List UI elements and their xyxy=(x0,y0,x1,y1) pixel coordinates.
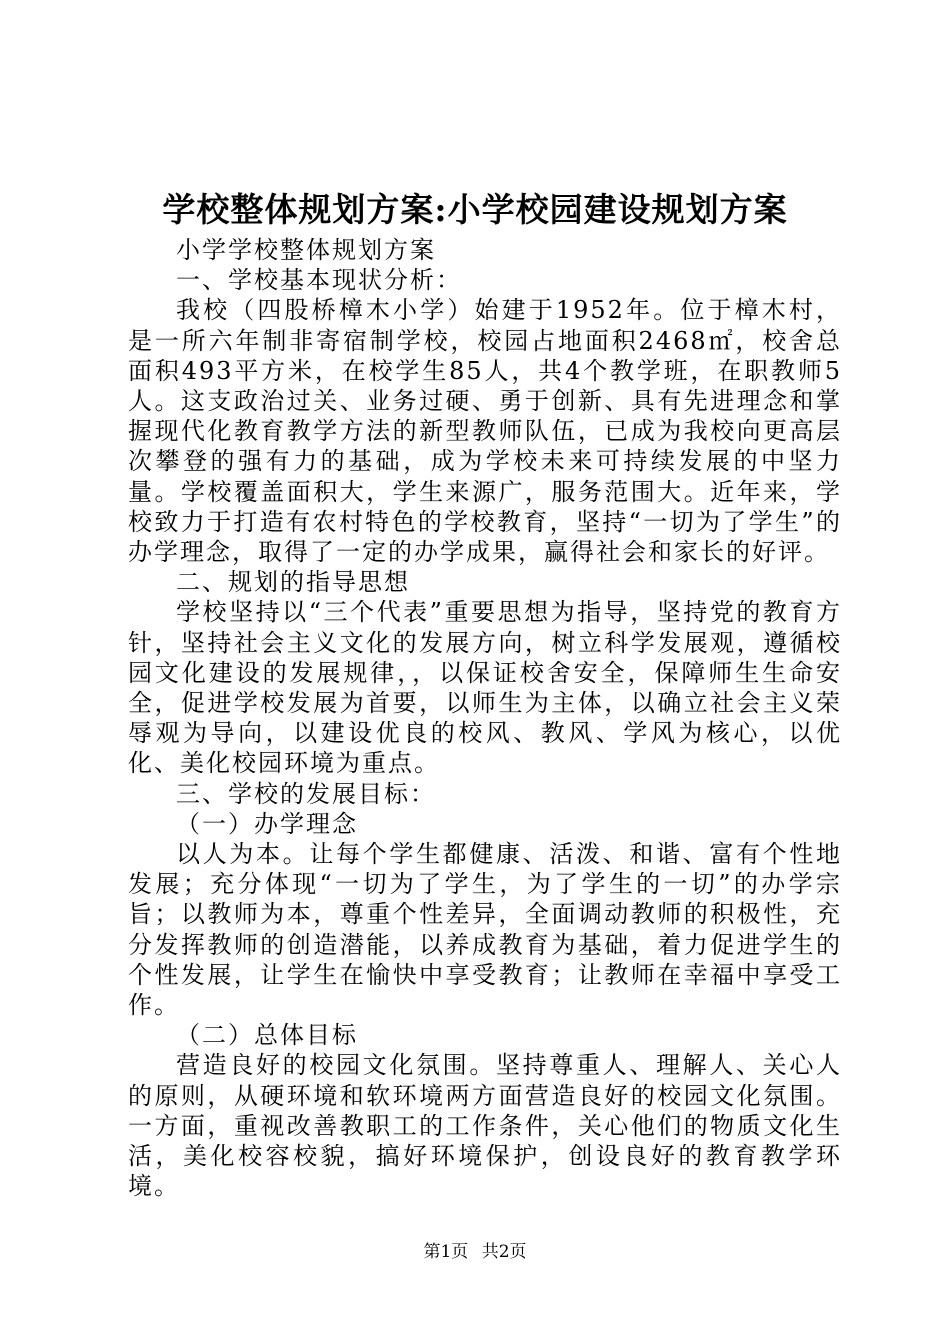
page-footer xyxy=(0,1240,950,1264)
body-paragraph-1: 我校（四股桥樟木小学）始建于1952年。位于樟木村，是一所六年制非寄宿制学校，校园占地面积2468㎡，校舍总面积493平方米，在校学生85人，共4个教学班，在职教师5人。这支政治过关、业务过硬、勇于创新、具有先进理念和掌握现代化教育教学方法的新型教师队伍，已成为我校向更高层次攀登的强有力的基础，成为学校未来可持续发展的中坚力量。学校覆盖面积大，学生来源广，服务范围大。近年来，学校致力于打造有农村特色的学校教育，坚持“一切为了学生”的办学理念，取得了一定的办学成果，赢得社会和家长的好评。 xyxy=(128,296,842,567)
section-heading-3: 三、学校的发展目标： xyxy=(176,779,436,808)
body-paragraph-3: 以人为本。让每个学生都健康、活泼、和谐、富有个性地发展；充分体现“一切为了学生，为了学生的一切”的办学宗旨；以教师为本，尊重个性差异，全面调动教师的积极性，充分发挥教师的创造潜能，以养成教育为基础，着力促进学生的个性发展，让学生在愉快中享受教育；让教师在幸福中享受工作。 xyxy=(128,840,842,1020)
section-heading-1: 一、学校基本现状分析： xyxy=(176,266,462,295)
body-paragraph-2: 学校坚持以“三个代表”重要思想为指导，坚持党的教育方针，坚持社会主义文化的发展方向，树立科学发展观，遵循校园文化建设的发展规律，，以保证校舍安全，保障师生生命安全，促进学校发展为首要，以师生为主体，以确立社会主义荣辱观为导向，以建设优良的校风、教风、学风为核心，以优化、美化校园环境为重点。 xyxy=(128,598,842,778)
body-paragraph-4: 营造良好的校园文化氛围。坚持尊重人、理解人、关心人的原则，从硬环境和软环境两方面营造良好的校园文化氛围。一方面，重视改善教职工的工作条件，关心他们的物质文化生活，美化校容校貌，搞好环境保护，创设良好的教育教学环境。 xyxy=(128,1051,842,1201)
subsection-heading-2: （二）总体目标 xyxy=(176,1021,358,1050)
page-number: 第1页 xyxy=(423,1242,469,1262)
subsection-heading-1: （一）办学理念 xyxy=(176,809,358,838)
subtitle-paragraph: 小学学校整体规划方案 xyxy=(176,236,436,264)
document-body xyxy=(128,235,842,1202)
section-heading-2: 二、规划的指导思想 xyxy=(176,568,410,597)
document-title: 学校整体规划方案:小学校园建设规划方案 xyxy=(162,190,788,229)
page-total: 共2页 xyxy=(481,1242,527,1262)
